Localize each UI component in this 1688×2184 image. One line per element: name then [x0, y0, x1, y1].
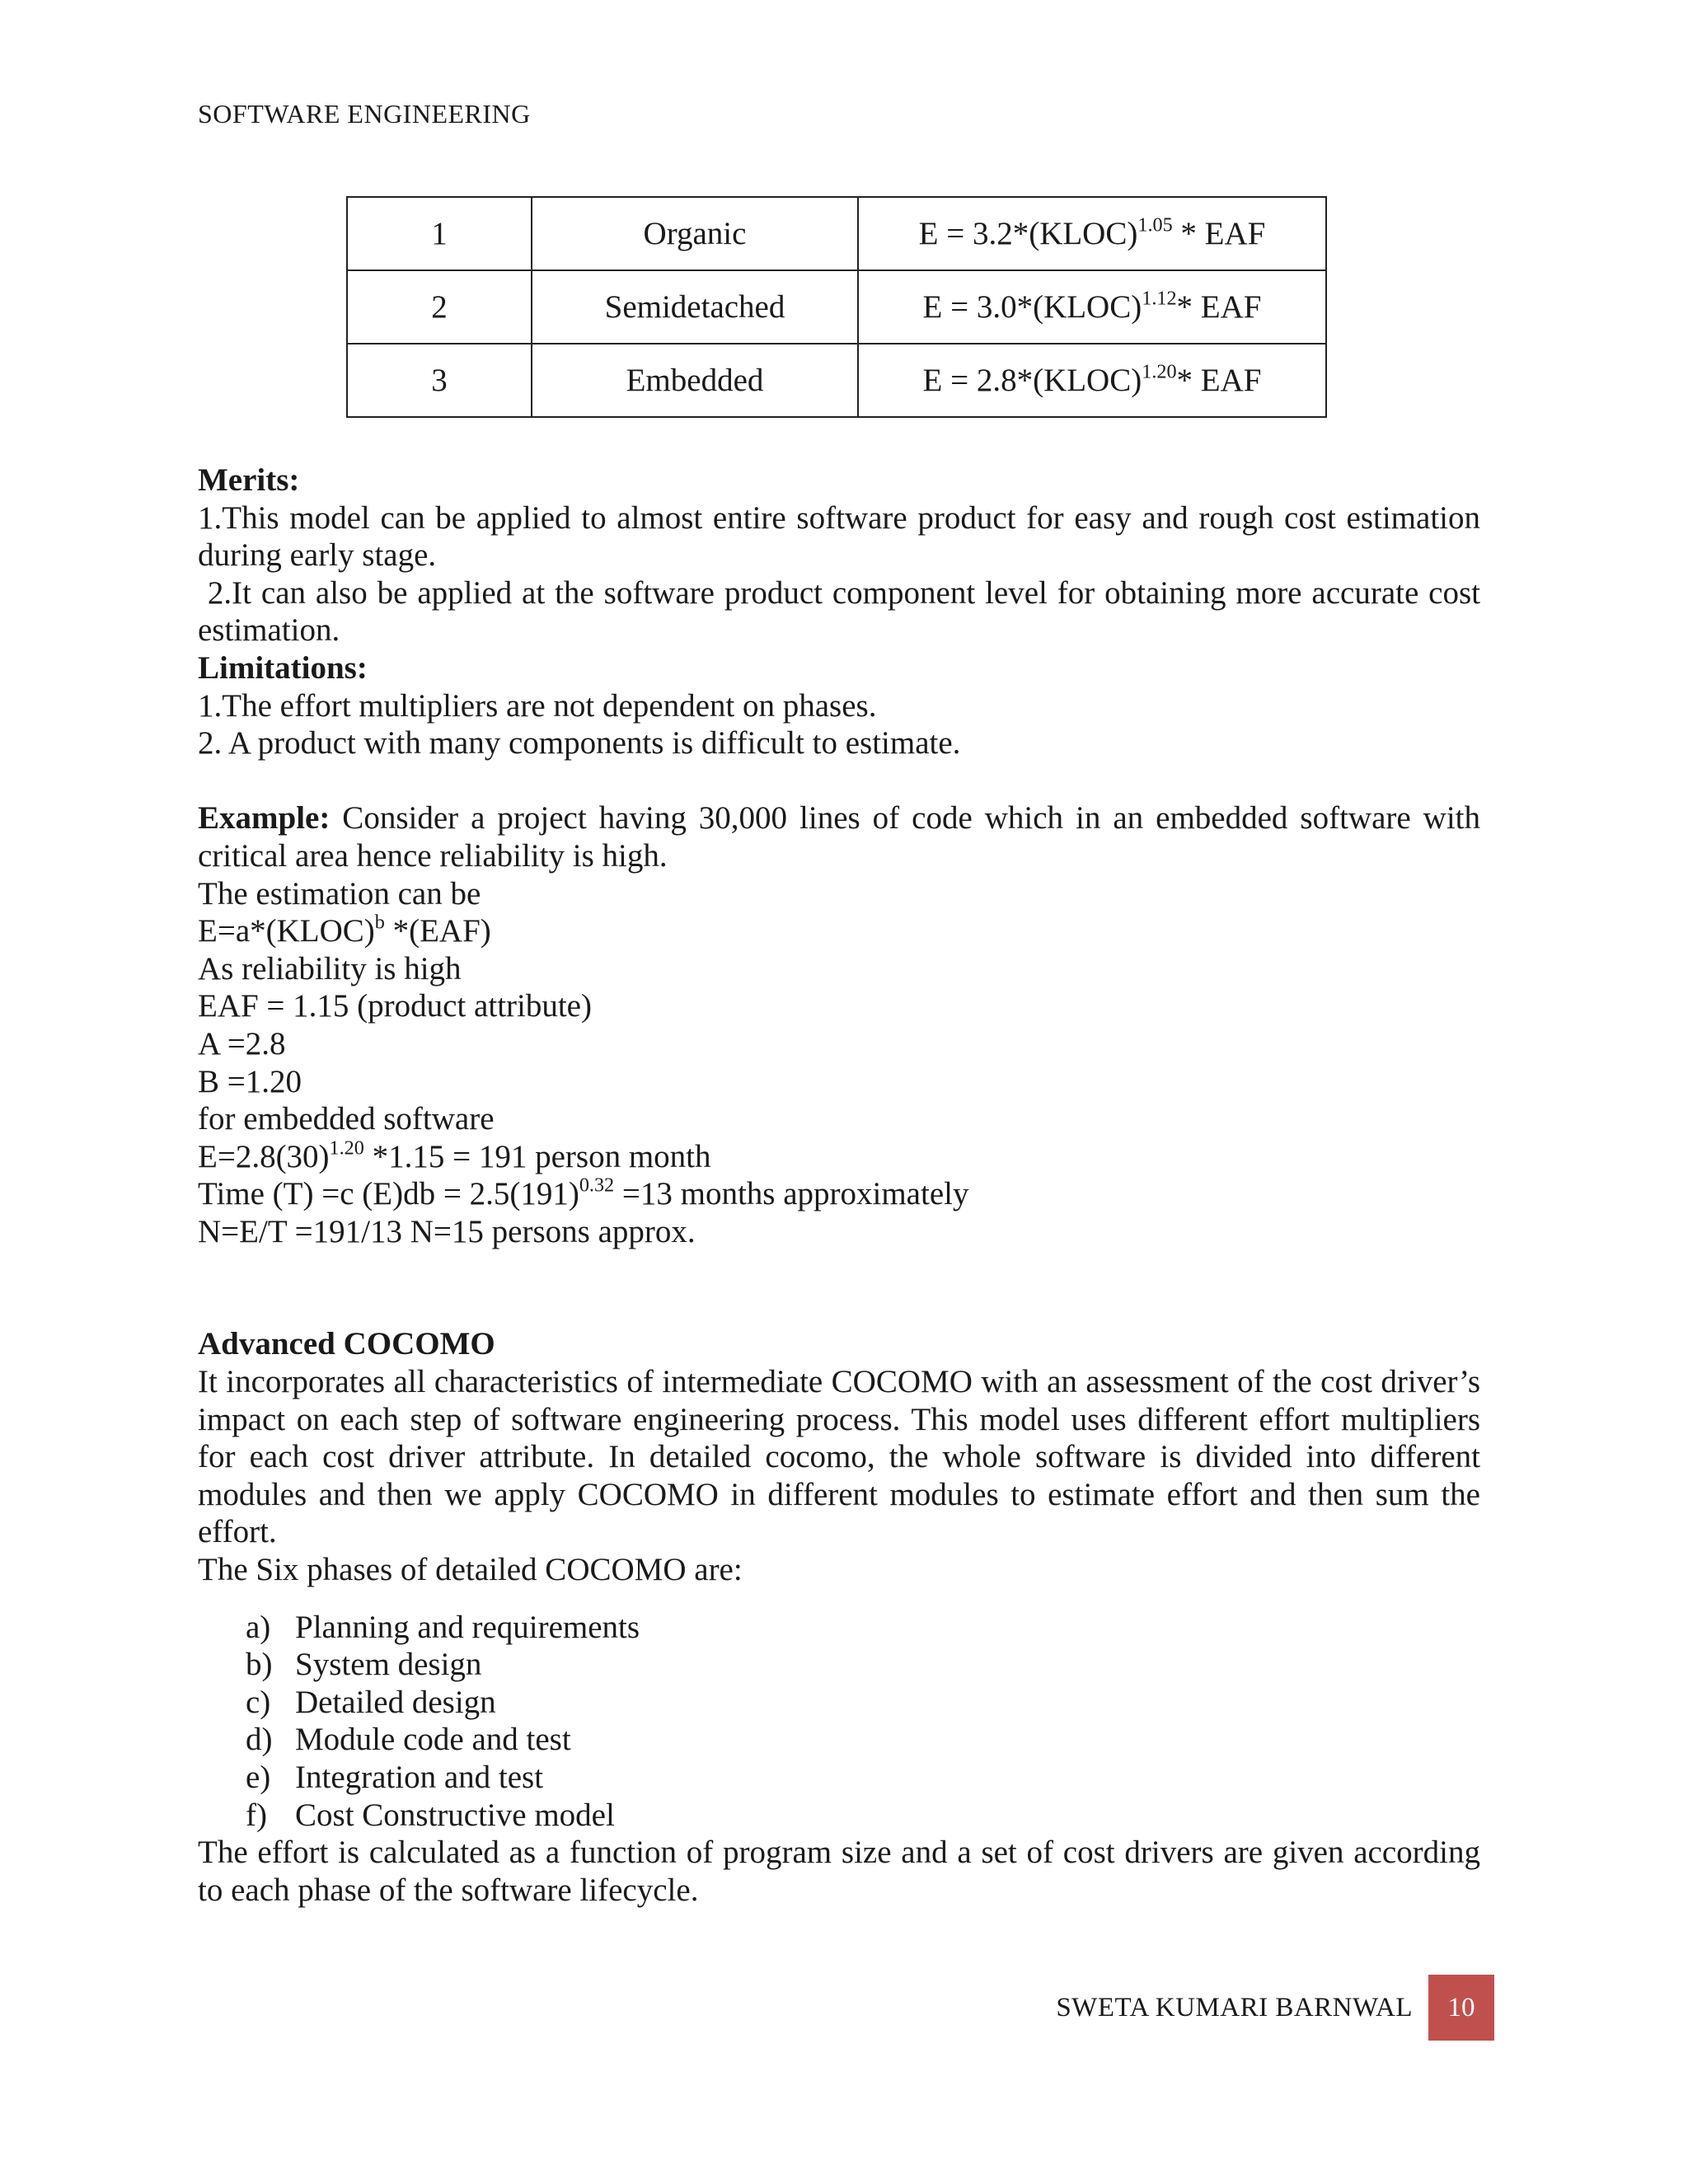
time-calc-line: Time (T) =c $(E)db = 2.5(191)^{0.32} =13$ months approximately: [198, 1174, 969, 1212]
merits-heading: Merits:: [198, 462, 300, 498]
example-intro: Example: Consider a project having 30,000 lines of code which in an embedded software with critical area hence reliability is high.: [198, 800, 1480, 874]
example-line: EAF = 1.15 (product attribute): [198, 988, 592, 1024]
row-number: 2: [347, 270, 532, 344]
example-line: for embedded software: [198, 1101, 495, 1137]
list-item: f) Cost Constructive model: [246, 1797, 615, 1833]
closing-paragraph: The effort is calculated as a function of program size and a set of cost drivers are given according to each phase of the software lifecycle.: [198, 1835, 1480, 1908]
page-footer: [0, 1975, 1688, 2041]
table-row: [347, 344, 1326, 417]
advanced-paragraph: It incorporates all characteristics of intermediate COCOMO with an assessment of the cost driver’s impact on each step of software engineering process. This model uses different effort multipliers for each cost driver attribute. In detailed cocomo, the whole software is divided into different modules and then we apply COCOMO in different modules to estimate effort and then sum the effort.: [198, 1364, 1480, 1550]
list-item: a) Planning and requirements: [246, 1609, 640, 1645]
table-row: [347, 270, 1326, 344]
effort-equation: E = 3.0*(KLOC)$^{1.12}$* EAF: [858, 270, 1326, 344]
limitations-heading: Limitations:: [198, 649, 368, 686]
phases-intro: The Six phases of detailed COCOMO are:: [198, 1552, 743, 1588]
example-line: A =2.8: [198, 1025, 286, 1062]
example-line: N=E/T =191/13 N=15 persons approx.: [198, 1213, 696, 1249]
limitation-item: 2. A product with many components is difficult to estimate.: [198, 725, 961, 762]
list-item: b) System design: [246, 1647, 482, 1683]
merit-item: 1.This model can be applied to almost entire software product for easy and rough cost estimation during early stage.: [198, 499, 1480, 574]
footer-author: SWETA KUMARI BARNWAL: [1056, 1993, 1413, 2022]
phases-list: [198, 1609, 1480, 1835]
merit-item: 2.It can also be applied at the software product component level for obtaining more accurate cost estimation.: [198, 574, 1489, 649]
example-line: The estimation can be: [198, 875, 481, 912]
formula-line: E=a*(KLOC)$^b$ *(EAF): [198, 911, 491, 949]
row-number: 1: [347, 197, 532, 270]
effort-calc-line: $E=2.8(30)^{1.20}$ *1.15 = 191 person month: [198, 1136, 711, 1174]
list-item: d) Module code and test: [246, 1722, 571, 1758]
limitation-item: 1.The effort multipliers are not dependent on phases.: [198, 687, 877, 724]
effort-equation: E = 3.2*(KLOC)$^{1.05}$ * EAF: [858, 197, 1326, 270]
effort-equation: E = 2.8*(KLOC)$^{1.20}$* EAF: [858, 344, 1326, 417]
body-text: [198, 462, 1489, 1909]
mode-name: Semidetached: [532, 270, 858, 344]
list-item: c) Detailed design: [246, 1684, 496, 1720]
table-row: [347, 197, 1326, 270]
list-item: e) Integration and test: [246, 1760, 544, 1795]
advanced-heading: Advanced COCOMO: [198, 1326, 495, 1362]
page-number: 10: [1428, 1975, 1494, 2041]
running-header: SOFTWARE ENGINEERING: [198, 99, 531, 129]
mode-name: Organic: [532, 197, 858, 270]
cocomo-model-table: [346, 196, 1327, 418]
row-number: 3: [347, 344, 532, 417]
mode-name: Embedded: [532, 344, 858, 417]
example-line: B =1.20: [198, 1063, 302, 1099]
example-line: As reliability is high: [198, 950, 462, 987]
